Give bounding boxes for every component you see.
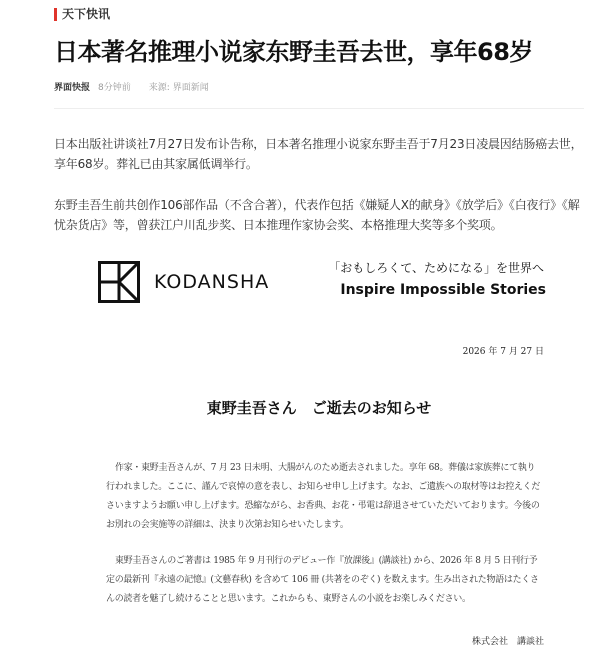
tagline-japanese: 「おもしろくて、ためになる」を世界へ xyxy=(328,261,544,275)
notice-signature: 株式会社 講談社 xyxy=(471,637,544,647)
meta-source-value: 界面新闻 xyxy=(172,83,209,93)
notice-title: 東野圭吾さん ご逝去のお知らせ xyxy=(206,399,432,417)
kodansha-logo-icon xyxy=(98,261,140,303)
tagline-english: Inspire Impossible Stories xyxy=(340,282,546,298)
article-paragraph: 东野圭吾生前共创作106部作品（不含合著），代表作包括《嫌疑人X的献身》《放学后》《白夜行》《解忧杂货店》等，曾获江户川乱步奖、日本推理作家协会奖、本格推理大奖等多个奖项。 xyxy=(54,198,580,232)
kodansha-wordmark: KODANSHA xyxy=(154,271,270,293)
channel-label: 天下快讯 xyxy=(62,7,111,21)
notice-date: 2026 年 7 月 27 日 xyxy=(462,347,544,357)
meta-time: 8分钟前 xyxy=(98,83,131,93)
meta-divider xyxy=(54,108,584,109)
channel-tag[interactable] xyxy=(54,6,110,22)
article-title: 日本著名推理小说家东野圭吾去世，享年68岁 xyxy=(54,38,533,66)
obituary-notice-image xyxy=(54,248,584,665)
channel-accent-bar xyxy=(54,8,57,21)
meta-source-name[interactable]: 界面快报 xyxy=(54,83,91,93)
meta-source-label: 来源: xyxy=(148,83,170,93)
article-paragraph: 日本出版社讲谈社7月27日发布讣告称，日本著名推理小说家东野圭吾于7月23日凌晨因结肠癌去世，享年68岁。葬礼已由其家属低调举行。 xyxy=(54,137,583,171)
notice-paragraph: 東野圭吾さんのご著書は 1985 年 9 月刊行のデビュー作『放課後』(講談社) から、2026 年 8 月 5 日刊行予定の最新刊『永遠の記憶』(文藝春秋) を含めて 106 冊 (共著をのぞく) を数えます。生み出された物語はたくさんの読者を魅了し続けることと思います。これからも、東野さんの小説をお楽しみください。 xyxy=(106,556,539,604)
article-meta xyxy=(54,82,209,94)
notice-paragraph: 作家・東野圭吾さんが、7 月 23 日未明、大腸がんのため逝去されました。享年 68。葬儀は家族葬にて執り行われました。ここに、謹んで哀悼の意を表し、お知らせ申し上げます。なお、ご遺族への取材等はお控えくださいますようお願い申し上げます。恐縮ながら、お香典、お花・弔電は辞退させていただいております。今後のお別れの会実施等の詳細は、決まり次第お知らせいたします。 xyxy=(106,463,541,530)
